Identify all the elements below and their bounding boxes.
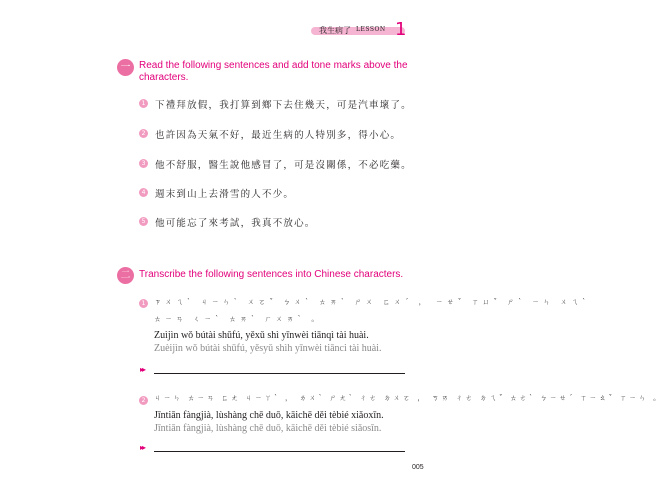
section-1-icon: 一 xyxy=(117,59,134,76)
item-number: 2 xyxy=(139,396,148,405)
zhuyin-line: ㄊㄧㄢ ㄑㄧˋ ㄊㄞˋ ㄏㄨㄞˋ 。 xyxy=(154,315,323,323)
item-number: 2 xyxy=(139,129,148,138)
pinyin-line: Zuìjìn wǒ bútài shūfú, yěxǔ shì yīnwèi tiānqì tài huài. xyxy=(154,330,369,341)
item-number: 3 xyxy=(139,159,148,168)
item-number: 1 xyxy=(139,299,148,308)
sentence-5: 他可能忘了來考試，我真不放心。 xyxy=(155,218,316,229)
pinyin-line: Jīntiān fàngjià, lùshàng chē duō, kāichē děi tèbié xiǎoxīn. xyxy=(154,410,384,421)
item-number: 1 xyxy=(139,99,148,108)
lesson-title: 我生病了 xyxy=(319,26,351,35)
section-2-icon: 二 xyxy=(117,267,134,284)
sentence-3: 他不舒服，醫生說他感冒了，可是沒關係，不必吃藥。 xyxy=(155,160,412,171)
section-2-instruction: Transcribe the following sentences into Chinese characters. xyxy=(139,269,404,280)
lesson-number: 1 xyxy=(395,19,407,40)
wade-giles-line: Jīntiān fàngjià, lùshàng chē duō, kāichē děi tèbié siǎosīn. xyxy=(154,423,382,434)
section-1-instruction: Read the following sentences and add tone marks above the characters. xyxy=(139,60,408,83)
item-number: 5 xyxy=(139,217,148,226)
wade-giles-line: Zuèijìn wǒ bútài shūfú, yěsyǔ shìh yīnwèi tiānci tài huài. xyxy=(154,343,382,354)
zhuyin-line: ㄐㄧㄣ ㄊㄧㄢ ㄈㄤ ㄐㄧㄚˋ ， ㄌㄨˋ ㄕㄤˋ ㄔㄜ ㄉㄨㄛ ， ㄎㄞ ㄔㄜ ㄉㄟˇ ㄊㄜˋ ㄅㄧㄝˊ ㄒㄧㄠˇ ㄒㄧㄣ 。 xyxy=(154,394,663,402)
lesson-label: LESSON xyxy=(356,26,386,33)
sentence-4: 週末到山上去滑雪的人不少。 xyxy=(155,189,295,200)
answer-arrow-icon: ▸▸ xyxy=(140,443,145,452)
answer-line[interactable] xyxy=(154,373,405,374)
sentence-1: 下禮拜放假，我打算到鄉下去住幾天，可是汽車壞了。 xyxy=(155,100,412,111)
answer-line[interactable] xyxy=(154,451,405,452)
sentence-2: 也許因為天氣不好，最近生病的人特別多，得小心。 xyxy=(155,130,402,141)
item-number: 4 xyxy=(139,188,148,197)
answer-arrow-icon: ▸▸ xyxy=(140,365,145,374)
zhuyin-line: ㄗㄨㄟˋ ㄐㄧㄣˋ ㄨㄛˇ ㄅㄨˋ ㄊㄞˋ ㄕㄨ ㄈㄨˊ ， ㄧㄝˇ ㄒㄩˇ ㄕˋ ㄧㄣ ㄨㄟˋ xyxy=(154,298,590,306)
page-number: 005 xyxy=(412,464,424,471)
